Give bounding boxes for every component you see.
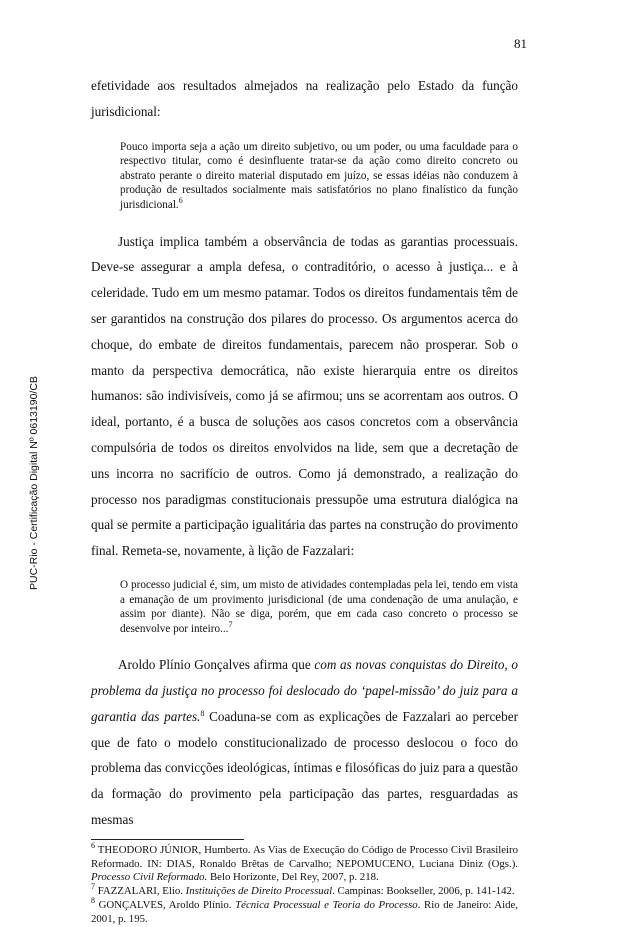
paragraph-1: efetividade aos resultados almejados na realização pelo Estado da função jurisdicional: [91,78,518,119]
footnote-ref-7: 7 [228,619,233,629]
footnote-text: Belo Horizonte, Del Rey, 2007, p. 218. [207,871,379,884]
footnote-separator [91,839,244,840]
footnote-number: 8 [91,896,95,906]
footnote-8 [91,896,518,927]
footnote-title: Técnica Processual e Teoria do Processo [235,899,418,912]
footnote-ref-6: 6 [178,195,183,205]
block-quote-1-text: Pouco importa seja a ação um direito subjetivo, ou um poder, ou uma faculdade para o respectivo titular, como é desinfluente tratar-se da ação como direito concreto ou abstrato perante o direito material disputado em juízo, se essas idéias não conduzem à produção de resultados socialmente mais satisfatórios no plano finalístico da função jurisdicional. [120,140,518,211]
footnote-text: . Rio de Janeiro: Aide, 2001, p. 195. [91,899,518,925]
block-quote-2-text: O processo judicial é, sim, um misto de atividades contempladas pela lei, tendo em vista a emanação de um provimento jurisdicional (de uma condenação de uma anulação, e assim por diante). Não se diga, porém, que em cada caso concreto o processo se desenvolve por inteiro... [120,578,518,635]
footnote-text: THEODORO JÚNIOR, Humberto. As Vias de Execução do Código de Processo Civil Brasileiro Reformado. IN: DIAS, Ronaldo Brêtas de Carvalho; NEPOMUCENO, Luciana Diniz (Ogs.). [91,843,518,870]
footnotes [91,840,518,927]
certification-stamp: PUC-Rio - Certificação Digital Nº 0613190/CB [28,376,40,590]
paragraph-3-dot: . [197,708,201,724]
footnote-title: Processo Civil Reformado. [91,871,208,884]
page-number: 81 [514,36,527,51]
footnote-text: FAZZALARI, Elio. [95,885,186,898]
paragraph-3-lead: Aroldo Plínio Gonçalves afirma que [118,657,315,673]
footnote-ref-8: 8 [200,708,205,718]
paragraph-2: Justiça implica também a observância de todas as garantias processuais. Deve-se assegurar a ampla defesa, o contraditório, o acesso à justiça... e à celeridade. Tudo em um mesmo patamar. Todos os direitos fundamentais têm de ser garantidos na construção dos pilares do processo. Os argumentos acerca do choque, do embate de direitos fundamentais, parecem não prosperar. Sob o manto da perspectiva democrática, não existe hierarquia entre os direitos humanos: são indivisíveis, como já se afirmou; uns se acorrentam aos outros. O ideal, portanto, é a busca de soluções aos casos concretos com a observância compulsória de todos os direitos envolvidos na lide, sem que a decretação de uns incorra no sacrifício de outros. Como já demonstrado, a realização do processo nos paradigmas constitucionais pressupõe uma estrutura dialógica na qual se permite a participação igualitária das partes na construção do provimento final. Remeta-se, novamente, à lição de Fazzalari: [91,233,518,559]
footnote-6 [91,840,518,885]
footnote-number: 6 [91,840,95,850]
block-quote-1 [120,140,518,213]
paragraph-3-emphasis: com as novas conquistas do Direito, o problema da justiça no processo foi deslocado do ‘papel-missão’ do juiz para a garantia das partes [91,657,518,724]
block-quote-2 [120,578,518,636]
paragraph-3-rest: Coaduna-se com as explicações de Fazzalari ao perceber que de fato o modelo constitucionalizado de processo deslocou o foco do problema das convicções ideológicas, íntimas e filosóficas do juiz para a questão da formação do provimento pela participação das partes, resguardadas as mesmas [91,708,518,828]
page-content [91,73,518,927]
footnote-title: Instituições de Direito Processual [185,885,333,898]
footnote-number: 7 [91,882,95,892]
footnote-text: . Campinas: Bookseller, 2006, p. 141-142. [332,885,515,898]
footnote-text: GONÇALVES, Aroldo Plínio. [95,899,236,912]
paragraph-3 [91,652,518,833]
footnote-7 [91,882,518,899]
